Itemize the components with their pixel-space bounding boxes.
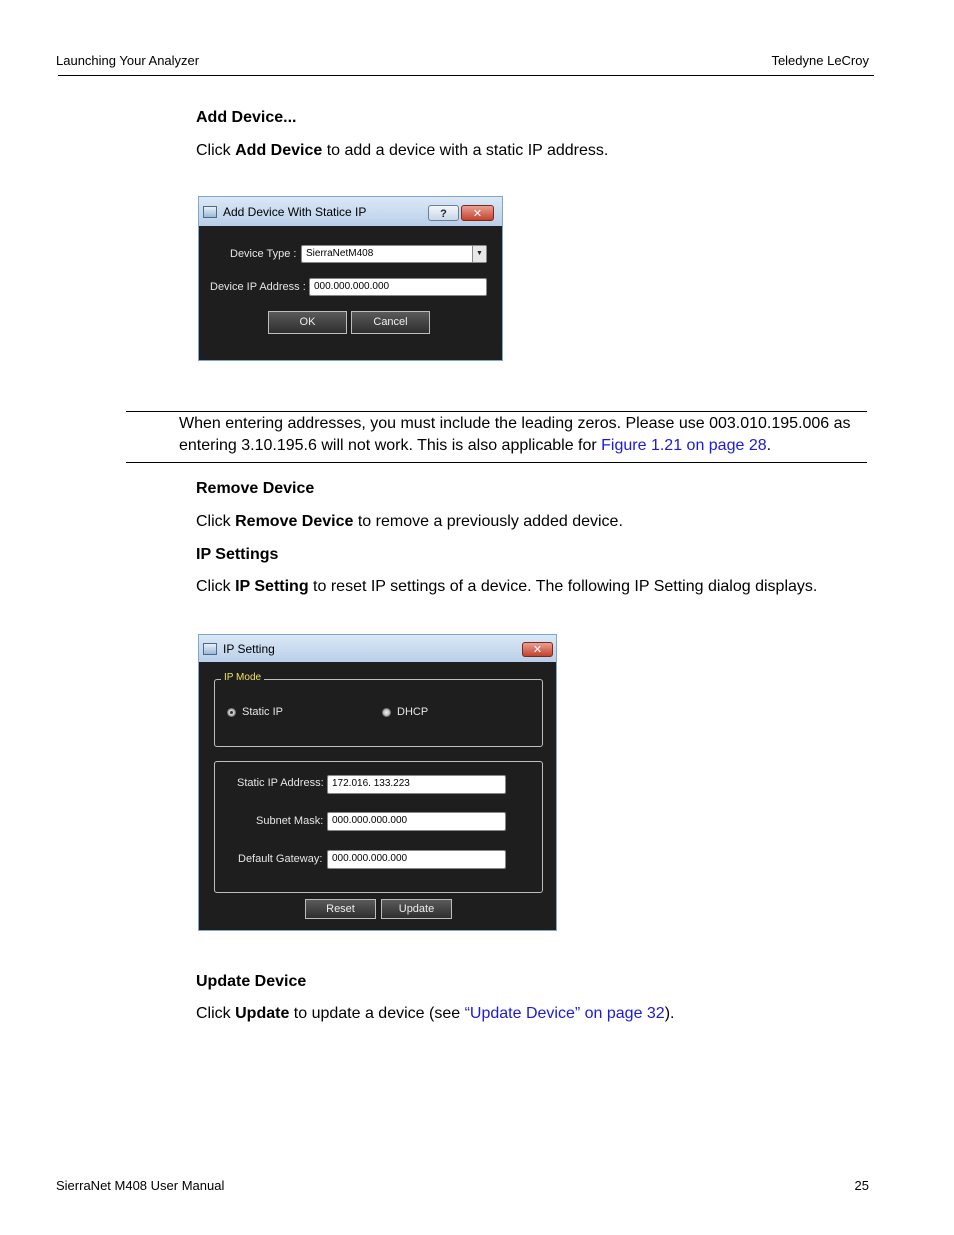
static-ip-address-label: Static IP Address: [237, 777, 324, 789]
static-ip-address-input[interactable]: 172.016. 133.223 [327, 775, 506, 794]
ip-settings-text: Click IP Setting to reset IP settings of a device. The following IP Setting dialog displays. [196, 578, 818, 595]
subnet-mask-label: Subnet Mask: [256, 815, 324, 827]
update-device-text: Click Update to update a device (see “Update Device” on page 32). [196, 1005, 675, 1022]
add-device-titlebar [199, 197, 502, 226]
dhcp-radio-label: DHCP [397, 706, 429, 718]
close-button[interactable]: ✕ [461, 205, 494, 221]
note-bottom-rule [126, 462, 867, 463]
ip-setting-dialog [198, 634, 557, 931]
window-icon [203, 206, 217, 218]
device-type-combobox[interactable] [301, 245, 487, 263]
static-ip-radio[interactable] [227, 708, 236, 717]
default-gateway-label: Default Gateway: [238, 853, 323, 865]
add-device-dialog-title: Add Device With Statice IP [223, 204, 367, 219]
ip-settings-heading: IP Settings [196, 546, 279, 563]
update-button[interactable]: Update [381, 899, 452, 919]
figure-link[interactable]: Figure 1.21 on page 28 [601, 437, 767, 454]
chevron-down-icon[interactable]: ▼ [472, 246, 486, 262]
static-ip-radio-label: Static IP [242, 706, 283, 718]
remove-device-text: Click Remove Device to remove a previously added device. [196, 513, 623, 530]
device-type-label: Device Type : [230, 248, 297, 260]
note-text: When entering addresses, you must include the leading zeros. Please use 003.010.195.006 as entering 3.10.195.6 will not work. This is also applicable for Figure 1.21 on page 28. [179, 415, 851, 454]
reset-button[interactable]: Reset [305, 899, 376, 919]
update-device-link[interactable]: “Update Device” on page 32 [464, 1005, 665, 1022]
remove-device-heading: Remove Device [196, 480, 315, 497]
ip-setting-titlebar [199, 635, 556, 662]
add-device-text: Click Add Device to add a device with a static IP address. [196, 142, 609, 159]
header-rule [58, 75, 874, 76]
ip-mode-legend: IP Mode [221, 672, 264, 683]
running-header-right: Teledyne LeCroy [771, 53, 869, 68]
window-icon [203, 643, 217, 655]
ip-setting-dialog-title: IP Setting [223, 641, 275, 656]
ok-button[interactable]: OK [268, 311, 347, 334]
default-gateway-input[interactable]: 000.000.000.000 [327, 850, 506, 869]
help-button[interactable]: ? [428, 205, 459, 221]
device-ip-input[interactable]: 000.000.000.000 [309, 278, 487, 296]
note-top-rule [126, 411, 867, 412]
update-device-heading: Update Device [196, 973, 307, 990]
running-header-left: Launching Your Analyzer [56, 53, 200, 68]
dhcp-radio[interactable] [382, 708, 391, 717]
add-device-dialog [198, 196, 503, 361]
subnet-mask-input[interactable]: 000.000.000.000 [327, 812, 506, 831]
close-button[interactable]: ✕ [522, 642, 553, 657]
device-ip-label: Device IP Address : [210, 281, 306, 293]
add-device-heading: Add Device... [196, 109, 297, 126]
running-footer-left: SierraNet M408 User Manual [56, 1178, 225, 1193]
device-type-value: SierraNetM408 [306, 248, 374, 259]
page-number: 25 [854, 1178, 869, 1193]
cancel-button[interactable]: Cancel [351, 311, 430, 334]
